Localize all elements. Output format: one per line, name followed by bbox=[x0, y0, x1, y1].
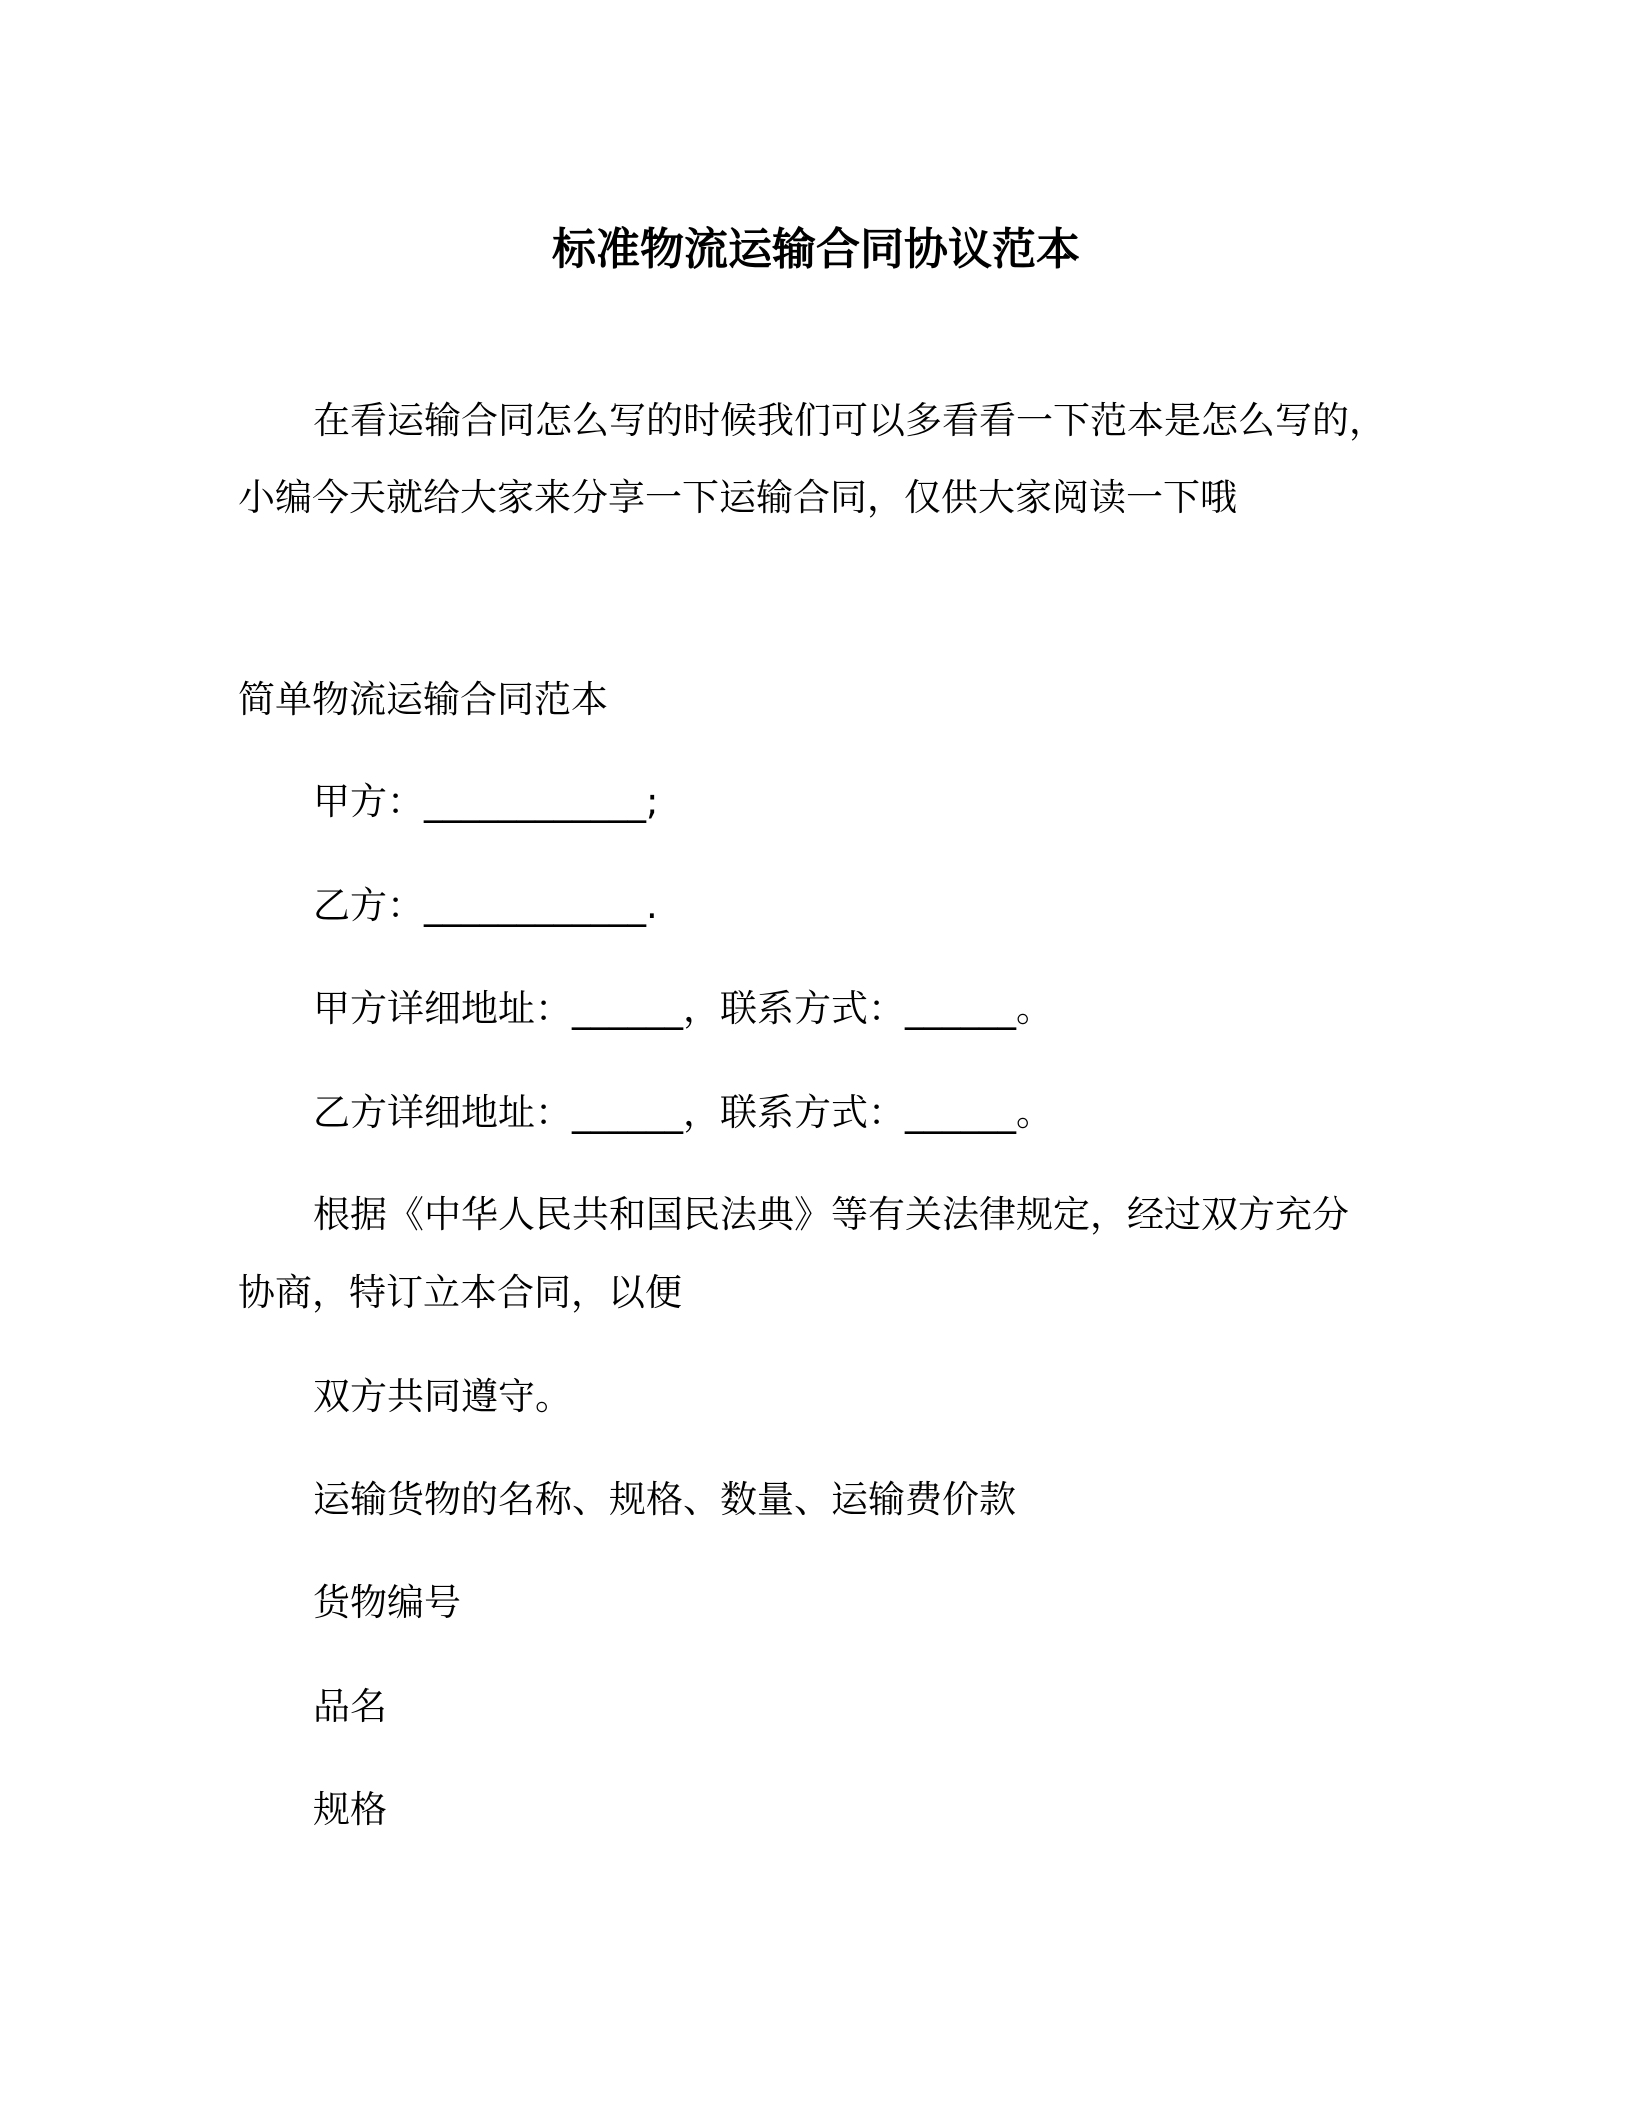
legal-basis-line-1: 根据《中华人民共和国民法典》等有关法律规定，经过双方充分 bbox=[313, 1193, 1349, 1236]
party-b-address-line: 乙方详细地址：______，联系方式：______。 bbox=[313, 1091, 1053, 1134]
party-a-line: 甲方：____________; bbox=[313, 780, 659, 823]
section-heading: 简单物流运输合同范本 bbox=[238, 678, 608, 721]
party-b-line: 乙方：____________. bbox=[313, 884, 658, 927]
product-name-label: 品名 bbox=[313, 1685, 387, 1728]
goods-heading: 运输货物的名称、规格、数量、运输费价款 bbox=[313, 1478, 1016, 1521]
party-a-address-line: 甲方详细地址：______，联系方式：______。 bbox=[313, 987, 1053, 1030]
document-title: 标准物流运输合同协议范本 bbox=[552, 224, 1080, 275]
goods-number-label: 货物编号 bbox=[313, 1581, 461, 1624]
legal-basis-line-2: 协商，特订立本合同，以便 bbox=[238, 1271, 682, 1314]
legal-basis-line-3: 双方共同遵守。 bbox=[313, 1375, 572, 1418]
specification-label: 规格 bbox=[313, 1788, 387, 1831]
intro-paragraph-line-2: 小编今天就给大家来分享一下运输合同，仅供大家阅读一下哦 bbox=[238, 476, 1237, 519]
intro-paragraph-line-1: 在看运输合同怎么写的时候我们可以多看看一下范本是怎么写的， bbox=[313, 399, 1386, 442]
